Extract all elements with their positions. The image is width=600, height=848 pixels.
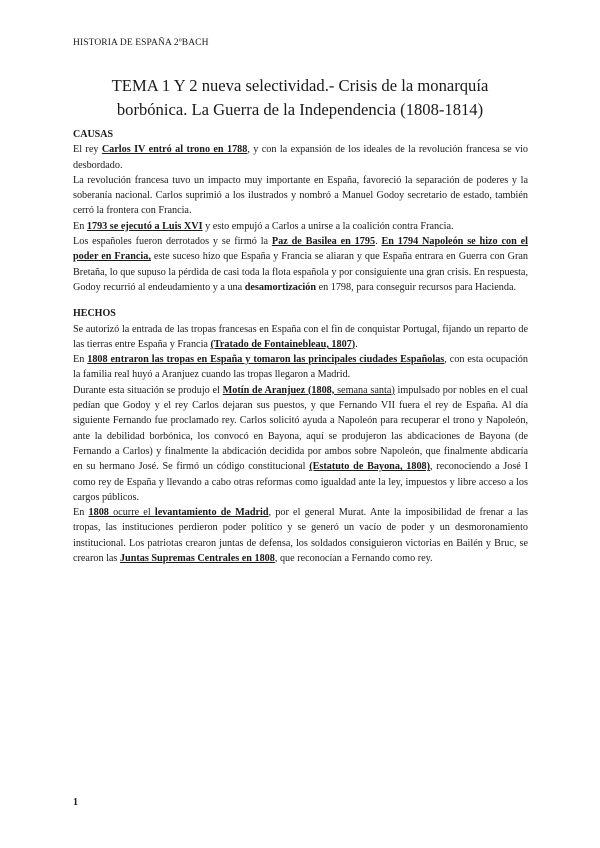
text-run: , por el general Murat. Ante la imposibilidad de frenar a las tropas, las instituciones perdieron poder político y se generó un vacío de poder y un desmoronamiento institucional. Los patriotas crearon juntas de defensa, los soldados consiguieron victorias en Bailén y Bruc, se crearon las xyxy=(73,507,528,565)
text-run: Durante esta situación se produjo el xyxy=(73,384,223,396)
causas-paragraph-2: La revolución francesa tuvo un impacto muy importante en España, favoreció la separación de poderes y la soberanía nacional. Carlos suprimió a los ilustrados y nombró a Manuel Godoy secretario de estado, también cerró la frontera con Francia. xyxy=(73,174,528,217)
title-line-2: borbónica. La Guerra de la Independencia (1808-1814) xyxy=(116,100,484,119)
highlight-juntas-supremas: Juntas Supremas Centrales en 1808 xyxy=(119,553,275,565)
highlight-carlos-iv: Carlos IV entró al trono en 1788 xyxy=(101,144,248,156)
title-line-1: TEMA 1 Y 2 nueva selectividad.- Crisis de la monarquía xyxy=(111,76,489,95)
text-run: impulsado por nobles en el cual pedían que Godoy y el rey Carlos dejaran sus puestos, y que Fernando VII fuera el rey de España. Al día siguiente Fernando fue proclamado rey. Carlos solicitó ayuda a Napoleón para recuperar el trono y Napoleón, ante la debilidad borbónica, los convocó en Bayona, aquí se produjeron las abdicaciones de Bayona (de Fernando a Carlos) y finalmente la abdicación decidida por ambos sobre Napoleón, que finalmente abdicaría en su hermano José. Se firmó un código constitucional xyxy=(73,384,529,473)
document-body xyxy=(73,127,528,566)
highlight-semana-santa: semana santa) xyxy=(334,384,395,396)
text-run: este suceso hizo que España y Francia se aliaran y que España entrara en Guerra con Gran Bretaña, lo que supuso la pérdida de casi toda la flota española y por consiguiente una gran crisis. En respuesta, Godoy recurrió al endeudamiento y a una xyxy=(73,251,528,293)
text-run: El rey xyxy=(73,144,102,156)
highlight-napoleon-poder: En 1794 Napoleón se hizo con el poder en Francia, xyxy=(73,236,529,263)
text-run: , con esta ocupación la familia real huyó a Aranjuez cuando las tropas llegaron a Madrid. xyxy=(73,354,528,381)
hechos-paragraph-2 xyxy=(73,352,528,383)
highlight-1808: 1808 xyxy=(88,507,109,519)
causas-paragraph-3 xyxy=(73,219,528,234)
highlight-motin-aranjuez: Motín de Aranjuez (1808, xyxy=(222,384,335,396)
hechos-paragraph-1 xyxy=(73,322,528,353)
text-run-ocurre: ocurre el xyxy=(108,507,155,519)
section-heading-hechos: HECHOS xyxy=(73,308,116,320)
text-run: . xyxy=(375,236,382,248)
text-run: En xyxy=(73,220,87,232)
text-run: En xyxy=(73,354,88,366)
highlight-paz-basilea: Paz de Basilea en 1795 xyxy=(271,236,376,248)
hechos-paragraph-3 xyxy=(73,383,528,505)
section-gap xyxy=(73,295,528,306)
text-run: Los españoles fueron derrotados y se firmó la xyxy=(73,236,272,248)
highlight-desamortizacion: desamortización xyxy=(244,281,317,293)
section-heading-causas: CAUSAS xyxy=(73,129,114,140)
text-run: , reconociendo a José I como rey de España y llevando a cabo otras reformas como igualdad ante la ley, impuestos y libre acceso a los cargos públicos. xyxy=(73,461,528,503)
text-run: , y con la expansión de los ideales de la revolución francesa se vio desbordado. xyxy=(73,144,529,171)
text-run: en 1798, para conseguir recursos para Hacienda. xyxy=(316,281,517,293)
highlight-luis-xvi: 1793 se ejecutó a Luis XVI xyxy=(86,220,203,232)
hechos-paragraph-4 xyxy=(73,505,528,566)
text-run: y esto empujó a Carlos a unirse a la coalición contra Francia. xyxy=(202,220,454,232)
text-run: En xyxy=(73,507,89,519)
highlight-levantamiento-madrid: levantamiento de Madrid xyxy=(154,507,269,519)
causas-paragraph-1 xyxy=(73,142,528,173)
causas-paragraph-4 xyxy=(73,234,528,295)
text-run: Se autorizó la entrada de las tropas francesas en España con el fin de conquistar Portugal, fijando un reparto de las tierras entre España y Francia xyxy=(73,323,528,350)
highlight-fontainebleau: (Tratado de Fontainebleau, 1807) xyxy=(210,338,356,350)
document-title xyxy=(60,74,540,122)
running-header: HISTORIA DE ESPAÑA 2ºBACH xyxy=(73,38,209,48)
page-number: 1 xyxy=(73,797,78,808)
highlight-estatuto-bayona: (Estatuto de Bayona, 1808) xyxy=(309,461,431,473)
text-run: . xyxy=(355,338,358,350)
text-run: , que reconocían a Fernando como rey. xyxy=(274,553,433,565)
highlight-entrada-tropas: 1808 entraron las tropas en España y tomaron las principales ciudades Españolas xyxy=(87,354,445,366)
